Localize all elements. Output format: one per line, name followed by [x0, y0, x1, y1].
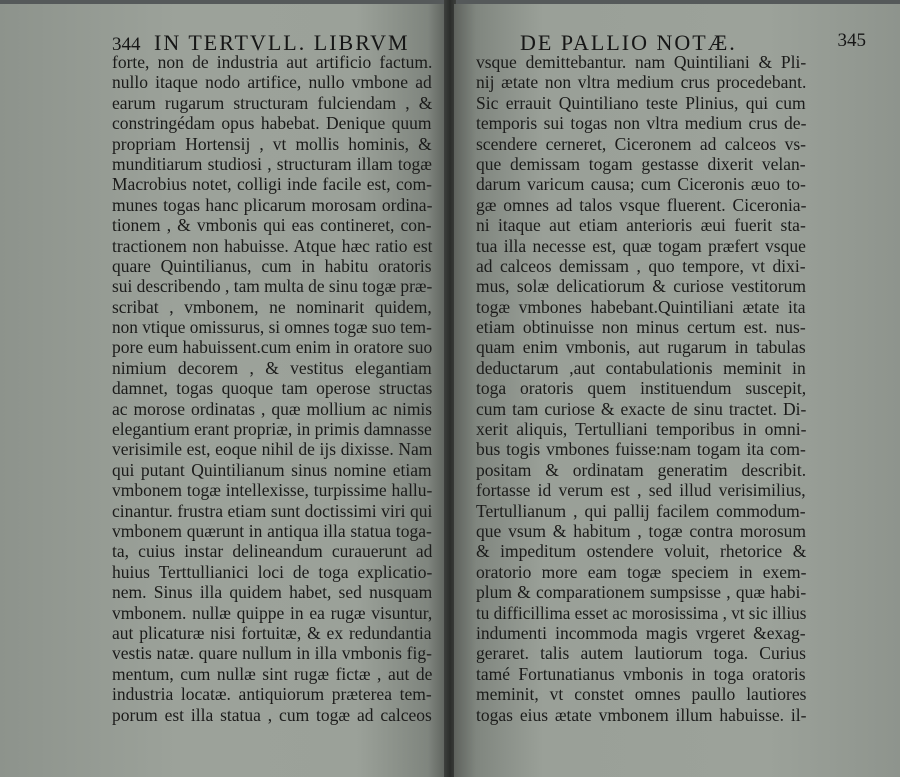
text-line: porum est illa statua , cum togæ ad calceos [112, 704, 432, 725]
text-line: bus togis vmbones fuisse:nam togam ita com- [476, 439, 806, 460]
text-line: Sic errauit Quintiliano teste Plinius, qui cum [476, 92, 806, 113]
text-line: pore eum habuissent.cum enim in oratore suo [112, 337, 433, 358]
text-line: gæ omnes ad talos vsque fluerent. Ciceronia- [476, 194, 807, 215]
text-line: quare Quintilianus, cum in habitu oratoris [112, 255, 432, 276]
text-line: nimium decorem , & vestitus elegantiam [112, 357, 432, 378]
text-line: cinantur. frustra etiam sunt doctissimi viri qui [112, 500, 433, 521]
text-line: mentum, cum nullæ sint rugæ fictæ , aut de [112, 663, 433, 684]
text-line: cum tam curiose & exacte de sinu tractet. Di- [476, 398, 807, 419]
text-line: munditiarum studiosi , structuram illam togæ [112, 153, 432, 174]
text-line: tractionem non habuisse. Atque hæc ratio est [112, 235, 433, 256]
text-line: forte, non de industria aut artificio factum. [112, 52, 433, 72]
text-line: earum rugarum structuram fulciendam , & [112, 92, 433, 113]
text-line: Tertullianum , qui pallij facilem commodum- [476, 500, 806, 521]
text-line: plum & comparationem sumpsisse , quæ habi- [476, 582, 807, 603]
right-page [454, 4, 900, 777]
text-line: nij ætate non vltra medium crus procedebant. [476, 72, 807, 93]
text-line: scribat , vmbonem, ne nominarit quidem, [112, 296, 432, 317]
left-page [0, 4, 446, 777]
text-line: vmbonem quærunt in antiqua illa statua toga- [112, 520, 432, 541]
text-line: constringédam opus habebat. Denique quum [112, 113, 432, 134]
text-line: non vtique omissurus, si omnes togæ suo tem- [112, 317, 432, 338]
text-line: indumenti incommoda magis vrgeret &exag- [476, 622, 806, 643]
text-line: vmbonem. nullæ quippe in ea rugæ visuntur, [112, 602, 433, 623]
text-line: geraret. talis autem lautiorum toga. Curius [476, 643, 806, 664]
text-line: aut plicaturæ nisi fortuitæ, & ex redundantia [112, 622, 432, 643]
text-line: meminit, vt constet omnes paullo lautiores [476, 684, 807, 705]
text-line: ta, cuius instar delineandum curauerunt ad [112, 541, 433, 562]
left-page-number: 344 [112, 34, 141, 55]
text-line: que vsum & habitum , togæ contra morosum [476, 520, 807, 541]
text-line: etiam obtinuisse non minus certum est. nus- [476, 317, 806, 338]
left-running-head: IN TERTVLL. LIBRVM [154, 30, 410, 55]
right-page-body [476, 52, 806, 725]
text-line: & impeditum ostendere voluit, rhetorice & [476, 541, 807, 562]
text-line: nullo itaque nodo artifice, nullo vmbone ad [112, 72, 432, 93]
text-line: tamé Fortunatianus vmbonis in toga oratoris [476, 663, 806, 684]
text-line: nem. Sinus illa quidem habet, sed nusquam [112, 582, 433, 603]
text-line: oratorio more eam togæ speciem in exem- [476, 561, 807, 582]
text-line: vmbonem togæ intellexisse, turpissime hallu- [112, 480, 433, 501]
text-line: munes togas hanc plicarum morosam ordina- [112, 194, 433, 215]
text-line: scendere cerneret, Ciceronem ad calceos vs- [476, 133, 806, 154]
text-line: elegantium erant propriæ, in primis damnasse [112, 419, 432, 440]
text-line: damnet, togas quoque tam operose structas [112, 378, 433, 399]
text-line: mus, solæ delicatiorum & curiose vestitorum [476, 276, 806, 297]
text-line: deductarum ,aut contabulationis meminit in [476, 357, 806, 378]
text-line: vestis natæ. quare nullum in illa vmbonis fig- [112, 643, 432, 664]
left-page-header [112, 30, 410, 54]
text-line: tionem , & vmbonis qui eas contineret, con- [112, 215, 432, 236]
text-line: verisimile est, eoque nihil de ijs dixisse. Nam [112, 439, 433, 460]
text-line: positam & ordinatam generatim describit. [476, 459, 807, 480]
text-line: toga oratoris quem instituendum suscepit, [476, 378, 807, 399]
text-line: temporis sui togas non vltra medium crus de- [476, 113, 807, 134]
text-line: xerit aliquis, Tertulliani temporibus in omni- [476, 419, 807, 440]
text-line: propriam Hortensij , vt mollis hominis, & [112, 133, 432, 154]
text-line: ad calceos demissam , quo tempore, vt dixi- [476, 255, 806, 276]
text-line: que demissam togam gestasse dixerit velan- [476, 153, 806, 174]
text-line: Macrobius notet, colligi inde facile est, com- [112, 174, 432, 195]
right-page-number: 345 [837, 30, 866, 51]
text-line: togæ vmbones habebant.Quintiliani ætate ita [476, 296, 806, 317]
text-line: quam enim vmbonis, aut rugarum in tabulas [476, 337, 806, 358]
text-line: ni itaque aut etiam anterioris æui fuerit sta- [476, 215, 806, 236]
right-page-header [520, 30, 866, 55]
text-line: qui putant Quintilianum sinus nomine etiam [112, 459, 432, 480]
text-line: fortasse id verum est , sed illud verisimilius, [476, 480, 806, 501]
text-line: huius Terttullianici loci de toga explicatio- [112, 561, 433, 582]
text-line: tu difficillima esset ac morosissima , vt sic illius [476, 602, 807, 623]
text-line: ac morose ordinatas , quæ mollium ac nimis [112, 398, 433, 419]
text-line: vsque demittebantur. nam Quintiliani & Pli- [476, 52, 807, 72]
text-line: sui describendo , tam multa de sinu togæ præ- [112, 276, 433, 297]
text-line: tua illa necesse est, quæ togam præfert vsque [476, 235, 806, 256]
text-line: industria locatæ. antiquiorum præterea tem- [112, 684, 432, 705]
right-running-head: DE PALLIO NOTÆ. [520, 30, 737, 55]
text-line: darum varicum causa; cum Ciceronis æuo to- [476, 174, 806, 195]
left-page-body [112, 52, 432, 725]
text-line: togas eius ætate vmbonem illum habuisse. il- [476, 704, 807, 725]
